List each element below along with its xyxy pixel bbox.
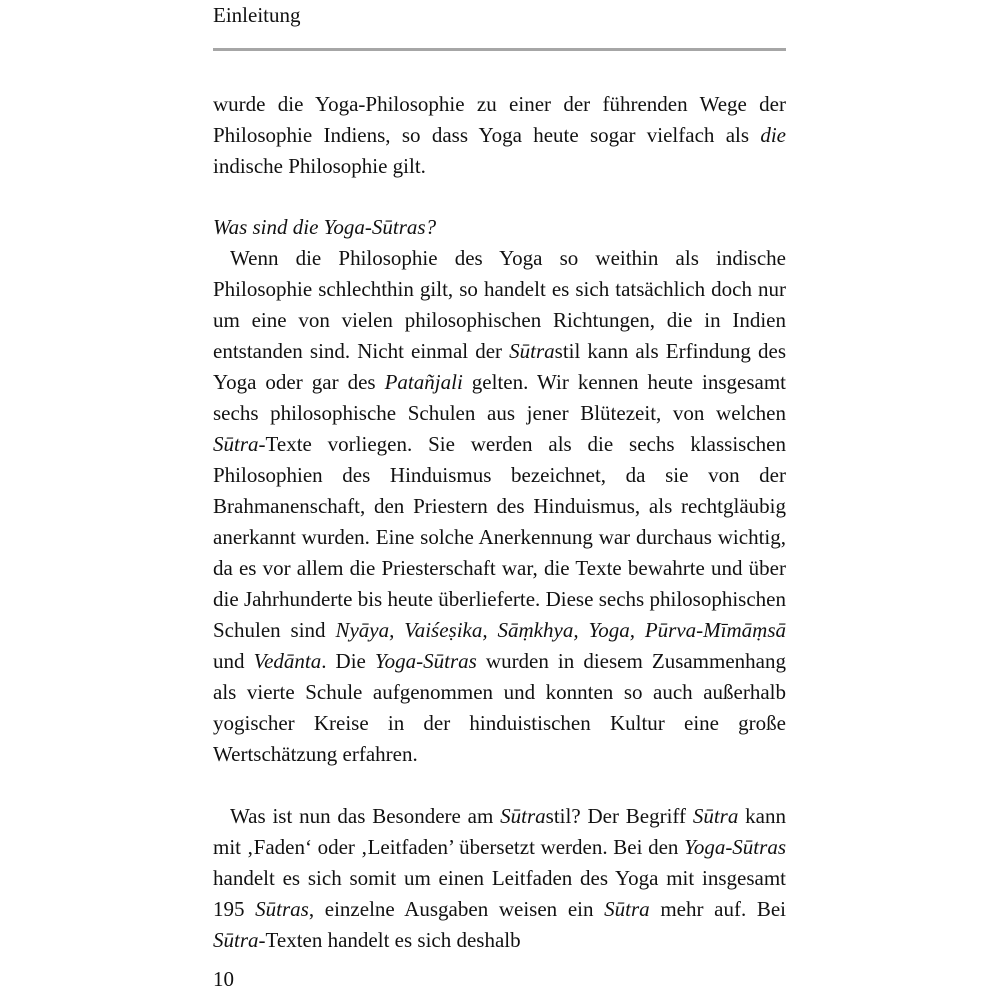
body-paragraph-2 <box>213 801 786 956</box>
intro-text-1: wurde die Yoga-Philosophie zu einer der führenden Wege der Philosophie Indiens, so dass Yoga heute sogar vielfach als <box>213 92 786 147</box>
intro-text-2: indische Philosophie gilt. <box>213 154 426 178</box>
p2-emphasis-4: Sūtras <box>255 897 309 921</box>
intro-emphasis: die <box>760 123 786 147</box>
p1-emphasis-2: Patañjali <box>384 370 463 394</box>
p2-text-5: , einzelne Ausgaben weisen ein <box>308 897 605 921</box>
p1-emphasis-6: Yoga-Sūtras <box>374 649 477 673</box>
p1-text-6: . Die <box>321 649 375 673</box>
p2-text-7: -Texten handelt es sich deshalb <box>258 928 521 952</box>
p2-emphasis-5: Sūtra <box>604 897 650 921</box>
p2-text-3: kann mit ‚Faden‘ oder ‚Leitfaden’ übersetzt werden. Bei den <box>213 804 786 859</box>
p2-text-1: Was ist nun das Besondere am <box>230 804 501 828</box>
body-paragraph-1 <box>213 243 786 770</box>
p2-text-6: mehr auf. Bei <box>649 897 787 921</box>
header-rule <box>213 48 786 51</box>
section-heading: Was sind die Yoga-Sūtras? <box>213 215 437 239</box>
running-header: Einleitung <box>213 3 301 27</box>
p1-text-7: wurden in diesem Zusammenhang als vierte Schule aufgenommen und konnten so auch außerhalb yogischer Kreise in der hinduistischen Kultur eine große Wertschätzung erfahren. <box>213 649 786 766</box>
p2-emphasis-6: Sūtra <box>213 928 259 952</box>
intro-paragraph <box>213 89 786 182</box>
page-number: 10 <box>213 967 234 991</box>
p2-text-2: stil? Der Begriff <box>545 804 693 828</box>
p1-emphasis-4: Nyāya, Vaiśeṣika, Sāṃkhya, Yoga, Pūrva-Mīmāṃsā <box>335 618 786 642</box>
p1-text-2: stil kann als Erfindung des Yoga oder gar des <box>213 339 786 394</box>
p1-text-4: -Texte vorliegen. Sie werden als die sechs klassischen Philosophien des Hinduismus bezeichnet, da sie von der Brahmanenschaft, den Priestern des Hinduismus, als rechtgläubig anerkannt wurden. Eine solche Anerkennung war durchaus wichtig, da es vor allem die Priesterschaft war, die Texte bewahrte und über die Jahrhunderte bis heute überlieferte. Diese sechs philosophischen Schulen sind <box>213 432 786 642</box>
p1-emphasis-3: Sūtra <box>213 432 259 456</box>
p2-emphasis-3: Yoga-Sūtras <box>684 835 786 859</box>
p2-emphasis-1: Sūtra <box>500 804 546 828</box>
p1-emphasis-5: Vedānta <box>253 649 322 673</box>
p2-emphasis-2: Sūtra <box>692 804 739 828</box>
p1-text-1: Wenn die Philosophie des Yoga so weithin als indische Philosophie schlechthin gilt, so handelt es sich tatsächlich doch nur um eine von vielen philosophischen Richtungen, die in Indien entstanden sind. Nicht einmal der <box>213 246 786 363</box>
p1-text-3: gelten. Wir kennen heute insgesamt sechs philosophische Schulen aus jener Blütezeit, von welchen <box>213 370 786 425</box>
p1-emphasis-1: Sūtra <box>509 339 555 363</box>
p1-text-5: und <box>213 649 254 673</box>
p2-text-4: handelt es sich somit um einen Leitfaden des Yoga mit insgesamt 195 <box>213 866 786 921</box>
